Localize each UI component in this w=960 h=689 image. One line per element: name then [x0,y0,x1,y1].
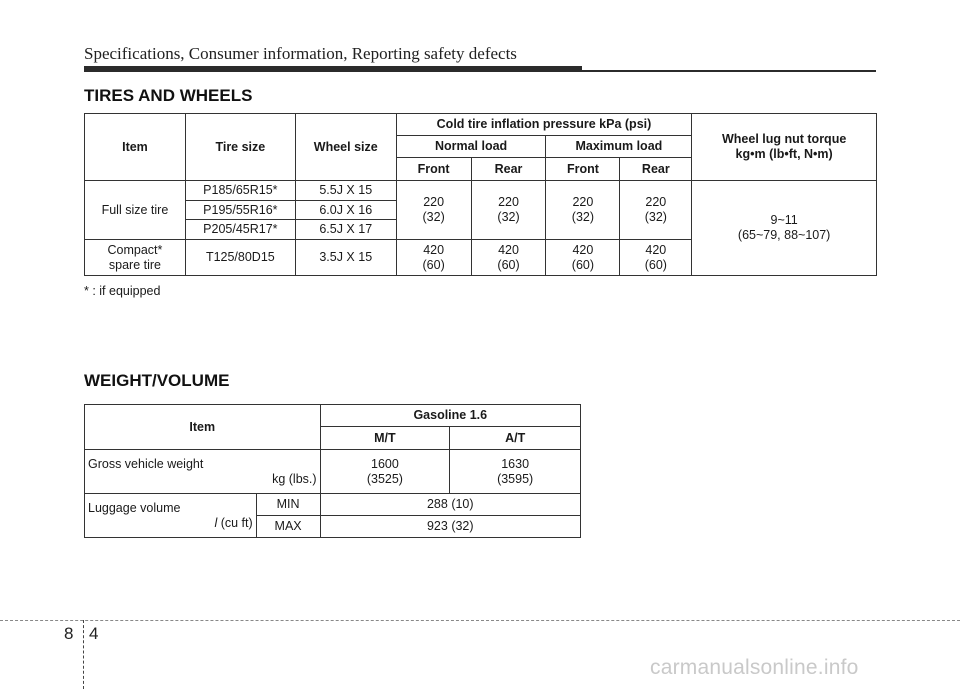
gross-weight-label-cell [85,450,321,494]
watermark-text: carmanualsonline.info [650,656,859,679]
pressure-psi: (32) [644,210,667,224]
compact-label-line1: Compact* [107,242,163,257]
weight-lbs: (3525) [366,471,403,486]
page-header-title: Specifications, Consumer information, Reporting safety defects [84,44,517,63]
pressure-max-front [546,181,620,240]
compact-wheel-size: 3.5J X 15 [295,240,396,276]
luggage-max-value: 923 (32) [320,516,580,538]
gross-weight-label: Gross vehicle weight [88,456,204,471]
pressure-psi: (32) [571,210,595,224]
luggage-volume-unit [88,516,253,531]
lug-torque-line2: kg•m (lb•ft, N•m) [735,147,833,161]
page-chapter-number: 8 [64,624,74,643]
full-size-tire-label: Full size tire [85,181,186,240]
pressure-kpa: 220 [498,195,519,209]
pressure-kpa: 420 [423,242,445,257]
col-header-max-load: Maximum load [546,136,692,158]
col-header-item: Item [85,114,186,181]
gross-weight-at [450,450,581,494]
page-number-divider [83,620,85,689]
compact-label-line2: spare tire [108,257,161,272]
col-header-at: A/T [450,427,581,450]
col-header-pressure: Cold tire inflation pressure kPa (psi) [396,114,692,136]
col-header-max-rear: Rear [620,158,692,181]
luggage-max-label: MAX [256,516,320,538]
compact-tire-size: T125/80D15 [185,240,295,276]
weight-section-title: WEIGHT/VOLUME [84,371,230,390]
lug-torque-line1: Wheel lug nut torque [721,132,847,146]
pressure-kpa: 220 [645,195,667,209]
weight-kg: 1600 [371,456,399,471]
page-number: 4 [89,624,99,643]
compact-spare-label [85,240,186,276]
compact-pressure-normal-rear [471,240,546,276]
col-header-normal-rear: Rear [471,158,546,181]
pressure-psi: (60) [571,257,595,272]
pressure-kpa: 420 [498,242,519,257]
wheel-size-cell: 6.0J X 16 [295,201,396,220]
col-header-mt: M/T [320,427,450,450]
lug-torque-value [692,181,877,276]
col-header-max-front: Front [546,158,620,181]
tires-wheels-table [84,113,877,276]
luggage-volume-label: Luggage volume [88,500,181,515]
col-header-normal-front: Front [396,158,471,181]
col-header-lug-torque [692,114,877,181]
liter-symbol: l [214,515,218,530]
footer-rule [0,620,960,621]
header-rule-thin [582,70,876,72]
pressure-kpa: 420 [645,242,667,257]
col-header-wheel-size: Wheel size [295,114,396,181]
compact-pressure-normal-front [396,240,471,276]
gross-weight-unit: kg (lbs.) [272,471,317,486]
footnote: * : if equipped [84,284,161,298]
col-header-item: Item [85,405,321,450]
compact-pressure-max-rear [620,240,692,276]
luggage-min-value: 288 (10) [320,494,580,516]
wheel-size-cell: 6.5J X 17 [295,220,396,240]
pressure-normal-front [396,181,471,240]
luggage-unit-rest: (cu ft) [217,515,253,530]
col-header-normal-load: Normal load [396,136,546,158]
tire-size-cell: P205/45R17* [185,220,295,240]
pressure-kpa: 220 [423,195,445,209]
pressure-psi: (60) [644,257,667,272]
compact-pressure-max-front [546,240,620,276]
gross-weight-mt [320,450,450,494]
pressure-psi: (32) [422,210,445,224]
col-header-tire-size: Tire size [185,114,295,181]
tire-size-cell: P185/65R15* [185,181,295,201]
col-header-engine: Gasoline 1.6 [320,405,580,427]
pressure-normal-rear [471,181,546,240]
pressure-kpa: 420 [572,242,594,257]
weight-lbs: (3595) [497,471,534,486]
header-rule [84,66,582,72]
tire-size-cell: P195/55R16* [185,201,295,220]
torque-value-line1: 9~11 [770,213,798,227]
pressure-psi: (60) [497,257,520,272]
weight-volume-table [84,404,581,538]
pressure-psi: (32) [497,210,520,224]
luggage-min-label: MIN [256,494,320,516]
weight-kg: 1630 [501,456,530,471]
pressure-kpa: 220 [572,195,594,209]
pressure-psi: (60) [422,257,445,272]
tires-section-title: TIRES AND WHEELS [84,86,253,105]
wheel-size-cell: 5.5J X 15 [295,181,396,201]
torque-value-line2: (65~79, 88~107) [737,228,831,242]
pressure-max-rear [620,181,692,240]
luggage-volume-label-cell [85,494,257,538]
